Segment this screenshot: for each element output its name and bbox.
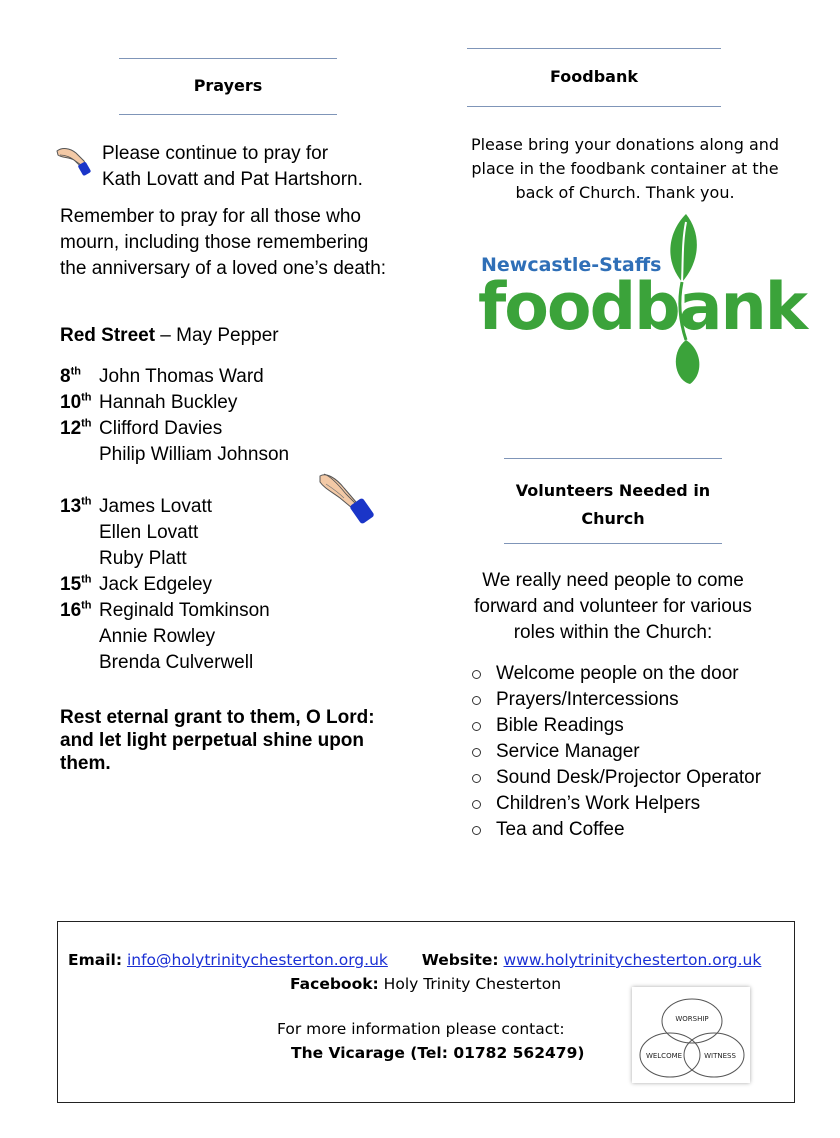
anniversary-name: Clifford Davies xyxy=(99,418,223,439)
anniversary-day-suffix: th xyxy=(70,365,81,378)
contact-info-line: For more information please contact: xyxy=(277,1020,565,1038)
prayer-intro-line2: Kath Lovatt and Pat Hartshorn. xyxy=(102,169,363,190)
role-item xyxy=(470,687,761,713)
volunteers-heading xyxy=(504,477,722,533)
anniversary-day xyxy=(60,390,99,416)
anniversary-day-number: 15 xyxy=(60,574,82,595)
anniversary-day xyxy=(60,364,99,390)
anniversary-row xyxy=(60,624,400,650)
role-item xyxy=(470,661,761,687)
anniversary-day-number: 13 xyxy=(60,496,82,517)
circle-bullet-icon xyxy=(472,722,481,731)
anniversary-name: Philip William Johnson xyxy=(99,444,290,465)
praying-hands-icon-large xyxy=(316,470,380,528)
facebook-label: Facebook: xyxy=(290,975,379,993)
foodbank-rule-bottom xyxy=(467,106,721,107)
anniversary-row xyxy=(60,546,400,572)
volunteers-paragraph: We really need people to come forward and volunteer for various roles within the Church: xyxy=(474,570,752,643)
role-label: Bible Readings xyxy=(496,715,624,736)
circle-bullet-icon xyxy=(472,826,481,835)
prayer-intro xyxy=(102,141,402,193)
anniversary-name: Ruby Platt xyxy=(99,548,187,569)
circle-bullet-icon xyxy=(472,670,481,679)
anniversary-row xyxy=(60,598,400,624)
facebook-name: Holy Trinity Chesterton xyxy=(378,975,562,993)
prayer-intro-line1: Please continue to pray for xyxy=(102,143,329,164)
volunteers-rule-bottom xyxy=(504,543,722,544)
prayers-heading: Prayers xyxy=(193,76,263,95)
red-street-name: – May Pepper xyxy=(155,325,279,346)
red-street-line xyxy=(60,323,400,349)
anniversary-day xyxy=(60,572,99,598)
role-item xyxy=(470,817,761,843)
role-item xyxy=(470,713,761,739)
role-label: Tea and Coffee xyxy=(496,819,625,840)
role-label: Service Manager xyxy=(496,741,640,762)
volunteers-heading-line2: Church xyxy=(581,509,645,528)
anniversary-day xyxy=(60,546,99,572)
anniversary-name: Annie Rowley xyxy=(99,626,216,647)
anniversary-day xyxy=(60,416,99,442)
role-item xyxy=(470,791,761,817)
anniversary-day-number: 16 xyxy=(60,600,82,621)
anniversary-day xyxy=(60,520,99,546)
foodbank-paragraph: Please bring your donations along and place in the foodbank container at the back of Church. Thank you. xyxy=(470,135,780,202)
anniversary-day-suffix: th xyxy=(81,391,92,404)
circle-bullet-icon xyxy=(472,696,481,705)
circle-bullet-icon xyxy=(472,748,481,757)
anniversary-row xyxy=(60,364,400,390)
red-street-label: Red Street xyxy=(60,325,156,346)
anniversary-list-1 xyxy=(60,364,400,468)
role-label: Children’s Work Helpers xyxy=(496,793,701,814)
volunteers-rule-top xyxy=(504,458,722,459)
anniversary-name: Brenda Culverwell xyxy=(99,652,254,673)
anniversary-row xyxy=(60,416,400,442)
website-label: Website: xyxy=(421,951,499,969)
anniversary-day-number: 8 xyxy=(60,366,71,387)
footer-contact-line xyxy=(68,951,761,969)
anniversary-row xyxy=(60,390,400,416)
foodbank-logo-top: Newcastle-Staffs xyxy=(481,254,662,276)
praying-hands-icon xyxy=(54,143,94,177)
anniversary-name: Ellen Lovatt xyxy=(99,522,199,543)
foodbank-rule-top xyxy=(467,48,721,49)
role-item xyxy=(470,765,761,791)
role-label: Sound Desk/Projector Operator xyxy=(496,767,762,788)
closing-prayer: Rest eternal grant to them, O Lord: and let light perpetual shine upon them. xyxy=(60,707,375,774)
prayers-rule-top xyxy=(119,58,337,59)
anniversary-row xyxy=(60,442,400,468)
logo-witness: WITNESS xyxy=(704,1052,736,1060)
anniversary-day-suffix: th xyxy=(81,417,92,430)
anniversary-name: Hannah Buckley xyxy=(99,392,238,413)
venn-logo-icon xyxy=(632,987,750,1083)
anniversary-day xyxy=(60,650,99,676)
anniversary-day xyxy=(60,442,99,468)
mourn-paragraph: Remember to pray for all those who mourn, including those remembering the anniversary of a loved one’s death: xyxy=(60,206,387,279)
foodbank-logo xyxy=(478,212,807,387)
logo-worship: WORSHIP xyxy=(675,1015,709,1023)
anniversary-name: Jack Edgeley xyxy=(99,574,213,595)
role-item xyxy=(470,739,761,765)
email-link[interactable]: info@holytrinitychesterton.org.uk xyxy=(126,951,388,969)
circle-bullet-icon xyxy=(472,800,481,809)
anniversary-day-number: 12 xyxy=(60,418,82,439)
roles-list xyxy=(470,661,761,843)
facebook-line xyxy=(290,975,561,993)
anniversary-name: James Lovatt xyxy=(99,496,212,517)
church-logo xyxy=(632,987,750,1083)
circle-bullet-icon xyxy=(472,774,481,783)
vicarage-line: The Vicarage (Tel: 01782 562479) xyxy=(291,1044,585,1062)
role-label: Prayers/Intercessions xyxy=(496,689,679,710)
anniversary-day-suffix: th xyxy=(81,599,92,612)
anniversary-name: Reginald Tomkinson xyxy=(99,600,270,621)
website-link[interactable]: www.holytrinitychesterton.org.uk xyxy=(503,951,762,969)
anniversary-day-suffix: th xyxy=(81,573,92,586)
anniversary-day xyxy=(60,494,99,520)
anniversary-day xyxy=(60,598,99,624)
prayers-rule-bottom xyxy=(119,114,337,115)
volunteers-heading-line1: Volunteers Needed in xyxy=(515,481,711,500)
anniversary-day-suffix: th xyxy=(81,495,92,508)
anniversary-day-number: 10 xyxy=(60,392,82,413)
anniversary-row xyxy=(60,572,400,598)
foodbank-logo-main: foodbank xyxy=(478,270,807,345)
anniversary-name: John Thomas Ward xyxy=(99,366,264,387)
anniversary-day xyxy=(60,624,99,650)
role-label: Welcome people on the door xyxy=(496,663,739,684)
logo-welcome: WELCOME xyxy=(645,1052,683,1060)
email-label: Email: xyxy=(68,951,123,969)
anniversary-row xyxy=(60,650,400,676)
foodbank-heading: Foodbank xyxy=(550,67,638,86)
